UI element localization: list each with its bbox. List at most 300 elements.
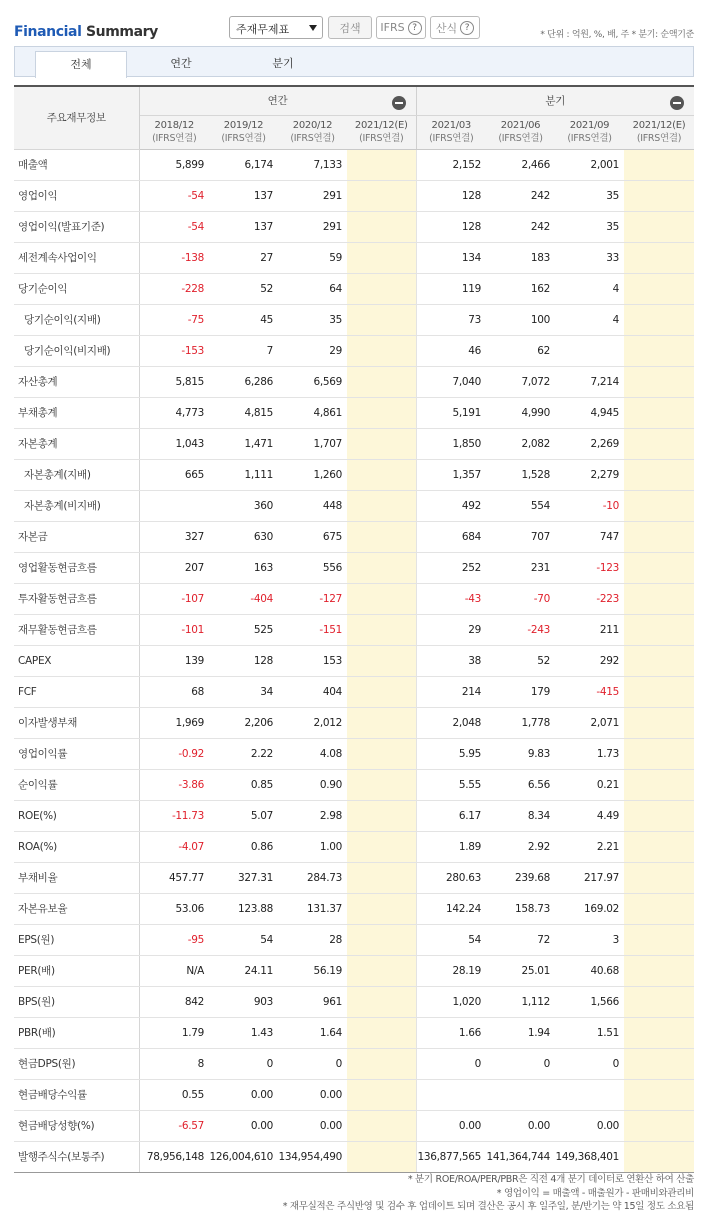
table-cell: [624, 614, 694, 645]
table-cell: [624, 397, 694, 428]
row-label: 현금DPS(원): [14, 1048, 139, 1079]
tab-all[interactable]: 전체: [35, 51, 127, 78]
table-cell: -70: [486, 583, 555, 614]
table-cell: 630: [209, 521, 278, 552]
table-cell: [347, 397, 416, 428]
table-cell: 126,004,610: [209, 1141, 278, 1172]
table-cell: 64: [278, 273, 347, 304]
row-label: 재무활동현금흐름: [14, 614, 139, 645]
row-label: FCF: [14, 676, 139, 707]
table-cell: 2,071: [555, 707, 624, 738]
table-cell: 136,877,565: [416, 1141, 486, 1172]
table-cell: 1,260: [278, 459, 347, 490]
table-cell: 0.90: [278, 769, 347, 800]
column-basis: (IFRS연결): [290, 133, 335, 144]
table-cell: 40.68: [555, 955, 624, 986]
table-cell: 5.07: [209, 800, 278, 831]
table-cell: 137: [209, 180, 278, 211]
table-cell: [347, 614, 416, 645]
table-cell: 1.64: [278, 1017, 347, 1048]
column-header: [139, 115, 209, 149]
table-cell: 163: [209, 552, 278, 583]
table-cell: 404: [278, 676, 347, 707]
row-label: ROA(%): [14, 831, 139, 862]
table-cell: [347, 738, 416, 769]
table-cell: 2,001: [555, 149, 624, 180]
table-cell: [624, 428, 694, 459]
title-summary: Summary: [85, 24, 158, 40]
table-cell: 2.92: [486, 831, 555, 862]
toolbar: [14, 14, 694, 44]
table-row: [14, 1141, 694, 1172]
table-cell: 0.55: [139, 1079, 209, 1110]
table-cell: 457.77: [139, 862, 209, 893]
table-cell: 2,082: [486, 428, 555, 459]
column-basis: (IFRS연결): [359, 133, 404, 144]
table-cell: 1.79: [139, 1017, 209, 1048]
statement-select-value: 주재무제표: [236, 23, 290, 36]
table-cell: 162: [486, 273, 555, 304]
table-cell: 100: [486, 304, 555, 335]
table-cell: 9.83: [486, 738, 555, 769]
table-cell: 2.22: [209, 738, 278, 769]
table-cell: 1,020: [416, 986, 486, 1017]
table-cell: 2,206: [209, 707, 278, 738]
table-cell: 327.31: [209, 862, 278, 893]
table-cell: -3.86: [139, 769, 209, 800]
table-cell: [347, 955, 416, 986]
row-label: 발행주식수(보통주): [14, 1141, 139, 1172]
table-cell: 1,566: [555, 986, 624, 1017]
column-basis: (IFRS연결): [152, 133, 197, 144]
table-cell: 554: [486, 490, 555, 521]
group-quarter-header: [416, 86, 694, 115]
table-cell: [347, 242, 416, 273]
row-label: 부채총계: [14, 397, 139, 428]
corner-label: 주요재무정보: [14, 86, 139, 149]
table-cell: 252: [416, 552, 486, 583]
column-period: 2021/09: [569, 120, 610, 131]
table-row: [14, 149, 694, 180]
table-row: [14, 645, 694, 676]
table-cell: 142.24: [416, 893, 486, 924]
row-label: 자본총계(비지배): [14, 490, 139, 521]
table-row: [14, 769, 694, 800]
row-label: 당기순이익: [14, 273, 139, 304]
table-row: [14, 304, 694, 335]
table-row: [14, 738, 694, 769]
table-cell: [624, 924, 694, 955]
table-cell: [624, 273, 694, 304]
table-cell: 128: [416, 180, 486, 211]
row-label: 부채비율: [14, 862, 139, 893]
table-cell: 231: [486, 552, 555, 583]
row-label: 현금배당성향(%): [14, 1110, 139, 1141]
table-cell: 1.94: [486, 1017, 555, 1048]
column-period: 2018/12: [154, 120, 194, 131]
formula-button-label: 산식: [435, 21, 458, 35]
row-label: 영업이익률: [14, 738, 139, 769]
table-cell: 0: [486, 1048, 555, 1079]
page-title: [14, 24, 158, 40]
table-cell: [347, 800, 416, 831]
table-cell: 211: [555, 614, 624, 645]
table-cell: [347, 149, 416, 180]
tab-quarter[interactable]: 분기: [272, 57, 294, 70]
table-cell: -228: [139, 273, 209, 304]
table-cell: 842: [139, 986, 209, 1017]
table-row: [14, 583, 694, 614]
column-header: [416, 115, 486, 149]
unit-note: * 단위 : 억원, %, 배, 주 * 분기: 순액기준: [540, 30, 694, 40]
table-cell: 54: [209, 924, 278, 955]
table-cell: 5.55: [416, 769, 486, 800]
table-cell: [624, 180, 694, 211]
table-cell: -54: [139, 180, 209, 211]
table-cell: 448: [278, 490, 347, 521]
table-cell: 52: [486, 645, 555, 676]
table-cell: [347, 1141, 416, 1172]
question-icon: ?: [460, 21, 474, 35]
footnote: * 분기 ROE/ROA/PER/PBR은 직전 4개 분기 데이터로 연환산 하여 산출: [407, 1174, 694, 1185]
row-label: 영업이익: [14, 180, 139, 211]
search-button-label: 검색: [339, 21, 361, 35]
table-cell: 292: [555, 645, 624, 676]
table-cell: [624, 242, 694, 273]
table-cell: [347, 1017, 416, 1048]
table-cell: 7: [209, 335, 278, 366]
table-cell: 169.02: [555, 893, 624, 924]
table-row: [14, 211, 694, 242]
table-cell: -153: [139, 335, 209, 366]
column-header: [486, 115, 555, 149]
footnote: * 영업이익 = 매출액 - 매출원가 - 판매비와관리비: [496, 1187, 694, 1199]
table-cell: 52: [209, 273, 278, 304]
table-cell: 68: [139, 676, 209, 707]
table-row: [14, 893, 694, 924]
table-cell: 525: [209, 614, 278, 645]
table-cell: 684: [416, 521, 486, 552]
chevron-down-icon: [309, 25, 317, 31]
table-cell: 5,815: [139, 366, 209, 397]
row-label: 자산총계: [14, 366, 139, 397]
table-cell: 128: [416, 211, 486, 242]
ifrs-button[interactable]: [376, 16, 426, 39]
table-cell: 2,048: [416, 707, 486, 738]
table-cell: -127: [278, 583, 347, 614]
table-cell: [624, 1017, 694, 1048]
table-cell: 291: [278, 180, 347, 211]
table-cell: 0.00: [209, 1110, 278, 1141]
column-basis: (IFRS연결): [498, 133, 543, 144]
table-cell: 2,269: [555, 428, 624, 459]
table-cell: 0.00: [555, 1110, 624, 1141]
table-cell: 54: [416, 924, 486, 955]
table-cell: [347, 180, 416, 211]
table-cell: 2,279: [555, 459, 624, 490]
table-cell: [624, 955, 694, 986]
table-cell: 4,990: [486, 397, 555, 428]
table-cell: 242: [486, 180, 555, 211]
table-cell: 665: [139, 459, 209, 490]
table-cell: 0: [555, 1048, 624, 1079]
search-button[interactable]: [328, 16, 372, 39]
table-cell: 6.17: [416, 800, 486, 831]
table-cell: [624, 769, 694, 800]
table-row: [14, 924, 694, 955]
table-cell: -107: [139, 583, 209, 614]
table-cell: 0.21: [555, 769, 624, 800]
table-cell: N/A: [139, 955, 209, 986]
table-cell: [624, 211, 694, 242]
group-annual-header: [139, 86, 416, 115]
table-cell: -404: [209, 583, 278, 614]
table-cell: [347, 211, 416, 242]
question-icon: ?: [408, 21, 422, 35]
table-row: [14, 273, 694, 304]
table-cell: 128: [209, 645, 278, 676]
table-row: [14, 397, 694, 428]
footnote: * 재무실적은 주식반영 및 검수 후 업데이트 되며 결산은 공시 후 일주일, 분/반기는 약 15일 정도 소요됨: [282, 1201, 694, 1212]
table-cell: [416, 1079, 486, 1110]
table-cell: 5,899: [139, 149, 209, 180]
table-cell: 0.85: [209, 769, 278, 800]
table-cell: -415: [555, 676, 624, 707]
table-cell: 73: [416, 304, 486, 335]
row-label: BPS(원): [14, 986, 139, 1017]
financial-table: [14, 85, 694, 1173]
row-label: 자본총계(지배): [14, 459, 139, 490]
column-period: 2021/12(E): [354, 120, 408, 131]
title-financial: Financial: [14, 24, 82, 40]
table-row: [14, 1048, 694, 1079]
table-cell: -6.57: [139, 1110, 209, 1141]
table-cell: 78,956,148: [139, 1141, 209, 1172]
table-cell: -43: [416, 583, 486, 614]
table-cell: 207: [139, 552, 209, 583]
table-cell: [347, 769, 416, 800]
row-label: 당기순이익(지배): [14, 304, 139, 335]
group-annual-label: 연간: [267, 95, 288, 108]
table-cell: [624, 490, 694, 521]
statement-select[interactable]: [229, 16, 323, 39]
table-cell: [347, 490, 416, 521]
ifrs-button-label: IFRS: [380, 21, 405, 34]
table-cell: -4.07: [139, 831, 209, 862]
table-cell: 0.00: [278, 1079, 347, 1110]
table-cell: 1,707: [278, 428, 347, 459]
table-cell: 119: [416, 273, 486, 304]
table-cell: [555, 1079, 624, 1110]
table-cell: 327: [139, 521, 209, 552]
table-cell: 2,152: [416, 149, 486, 180]
formula-button[interactable]: [430, 16, 480, 39]
table-cell: [347, 1048, 416, 1079]
table-cell: [347, 1079, 416, 1110]
table-cell: 280.63: [416, 862, 486, 893]
table-cell: 149,368,401: [555, 1141, 624, 1172]
table-cell: [347, 1110, 416, 1141]
table-cell: [347, 893, 416, 924]
tab-annual[interactable]: 연간: [170, 57, 192, 70]
table-cell: 747: [555, 521, 624, 552]
table-cell: [347, 676, 416, 707]
table-cell: 217.97: [555, 862, 624, 893]
table-cell: [347, 583, 416, 614]
table-cell: [624, 1141, 694, 1172]
table-cell: 2,012: [278, 707, 347, 738]
table-cell: -75: [139, 304, 209, 335]
table-cell: 7,072: [486, 366, 555, 397]
table-cell: [624, 986, 694, 1017]
table-cell: 675: [278, 521, 347, 552]
table-cell: 1,357: [416, 459, 486, 490]
table-cell: 7,040: [416, 366, 486, 397]
table-cell: [624, 459, 694, 490]
column-header: [624, 115, 694, 149]
table-cell: 2,466: [486, 149, 555, 180]
table-cell: -54: [139, 211, 209, 242]
table-cell: 38: [416, 645, 486, 676]
column-basis: (IFRS연결): [636, 133, 682, 144]
table-cell: 291: [278, 211, 347, 242]
table-cell: 0.00: [416, 1110, 486, 1141]
table-cell: [624, 707, 694, 738]
table-cell: 45: [209, 304, 278, 335]
table-cell: 242: [486, 211, 555, 242]
table-cell: 5.95: [416, 738, 486, 769]
table-row: [14, 707, 694, 738]
table-row: [14, 1079, 694, 1110]
table-row: [14, 986, 694, 1017]
row-label: 현금배당수익률: [14, 1079, 139, 1110]
table-cell: 7,214: [555, 366, 624, 397]
table-cell: [347, 335, 416, 366]
table-cell: [624, 738, 694, 769]
table-cell: 131.37: [278, 893, 347, 924]
table-cell: [347, 521, 416, 552]
table-cell: 8.34: [486, 800, 555, 831]
table-cell: 2.21: [555, 831, 624, 862]
table-cell: -95: [139, 924, 209, 955]
table-cell: 35: [555, 211, 624, 242]
table-cell: [624, 676, 694, 707]
column-basis: (IFRS연결): [429, 133, 474, 144]
table-cell: [624, 1048, 694, 1079]
table-cell: 1.51: [555, 1017, 624, 1048]
table-cell: [624, 335, 694, 366]
table-cell: 0: [416, 1048, 486, 1079]
table-cell: 28: [278, 924, 347, 955]
table-cell: 214: [416, 676, 486, 707]
table-cell: 1,043: [139, 428, 209, 459]
collapse-quarter-icon[interactable]: [670, 96, 684, 110]
table-cell: 158.73: [486, 893, 555, 924]
table-cell: 24.11: [209, 955, 278, 986]
table-cell: -10: [555, 490, 624, 521]
table-cell: 961: [278, 986, 347, 1017]
group-quarter-label: 분기: [545, 95, 566, 108]
table-cell: -101: [139, 614, 209, 645]
table-cell: 360: [209, 490, 278, 521]
table-cell: 33: [555, 242, 624, 273]
table-cell: 141,364,744: [486, 1141, 555, 1172]
table-cell: 4: [555, 304, 624, 335]
table-cell: 53.06: [139, 893, 209, 924]
table-cell: [347, 831, 416, 862]
table-cell: 28.19: [416, 955, 486, 986]
table-cell: 1.00: [278, 831, 347, 862]
column-header: [209, 115, 278, 149]
table-cell: 5,191: [416, 397, 486, 428]
table-cell: 1.43: [209, 1017, 278, 1048]
table-cell: [347, 459, 416, 490]
table-cell: 123.88: [209, 893, 278, 924]
table-cell: 239.68: [486, 862, 555, 893]
table-cell: 134,954,490: [278, 1141, 347, 1172]
table-cell: 556: [278, 552, 347, 583]
table-cell: 29: [416, 614, 486, 645]
table-cell: [347, 924, 416, 955]
table-row: [14, 800, 694, 831]
table-cell: 35: [278, 304, 347, 335]
table-cell: 25.01: [486, 955, 555, 986]
table-cell: -151: [278, 614, 347, 645]
row-label: PBR(배): [14, 1017, 139, 1048]
table-cell: 0: [209, 1048, 278, 1079]
table-cell: [624, 1079, 694, 1110]
table-cell: [624, 1110, 694, 1141]
table-cell: 1,471: [209, 428, 278, 459]
table-cell: [347, 645, 416, 676]
table-cell: 1,111: [209, 459, 278, 490]
table-cell: 183: [486, 242, 555, 273]
table-row: [14, 180, 694, 211]
table-row: [14, 521, 694, 552]
table-row: [14, 862, 694, 893]
table-cell: -0.92: [139, 738, 209, 769]
table-cell: [624, 862, 694, 893]
table-row: [14, 1110, 694, 1141]
table-cell: 8: [139, 1048, 209, 1079]
table-cell: 29: [278, 335, 347, 366]
table-cell: 1.73: [555, 738, 624, 769]
table-cell: 2.98: [278, 800, 347, 831]
table-cell: 46: [416, 335, 486, 366]
table-cell: 139: [139, 645, 209, 676]
table-cell: -243: [486, 614, 555, 645]
table-cell: 1,969: [139, 707, 209, 738]
column-header: [555, 115, 624, 149]
row-label: 자본유보율: [14, 893, 139, 924]
row-label: 영업이익(발표기준): [14, 211, 139, 242]
table-cell: [139, 490, 209, 521]
table-cell: 6,569: [278, 366, 347, 397]
table-row: [14, 366, 694, 397]
row-label: 자본금: [14, 521, 139, 552]
table-row: [14, 335, 694, 366]
table-cell: 72: [486, 924, 555, 955]
collapse-annual-icon[interactable]: [392, 96, 406, 110]
table-cell: 62: [486, 335, 555, 366]
table-cell: [624, 831, 694, 862]
table-cell: 56.19: [278, 955, 347, 986]
table-cell: [624, 583, 694, 614]
column-header: [347, 115, 416, 149]
table-cell: [347, 552, 416, 583]
table-cell: 153: [278, 645, 347, 676]
table-cell: 1,778: [486, 707, 555, 738]
